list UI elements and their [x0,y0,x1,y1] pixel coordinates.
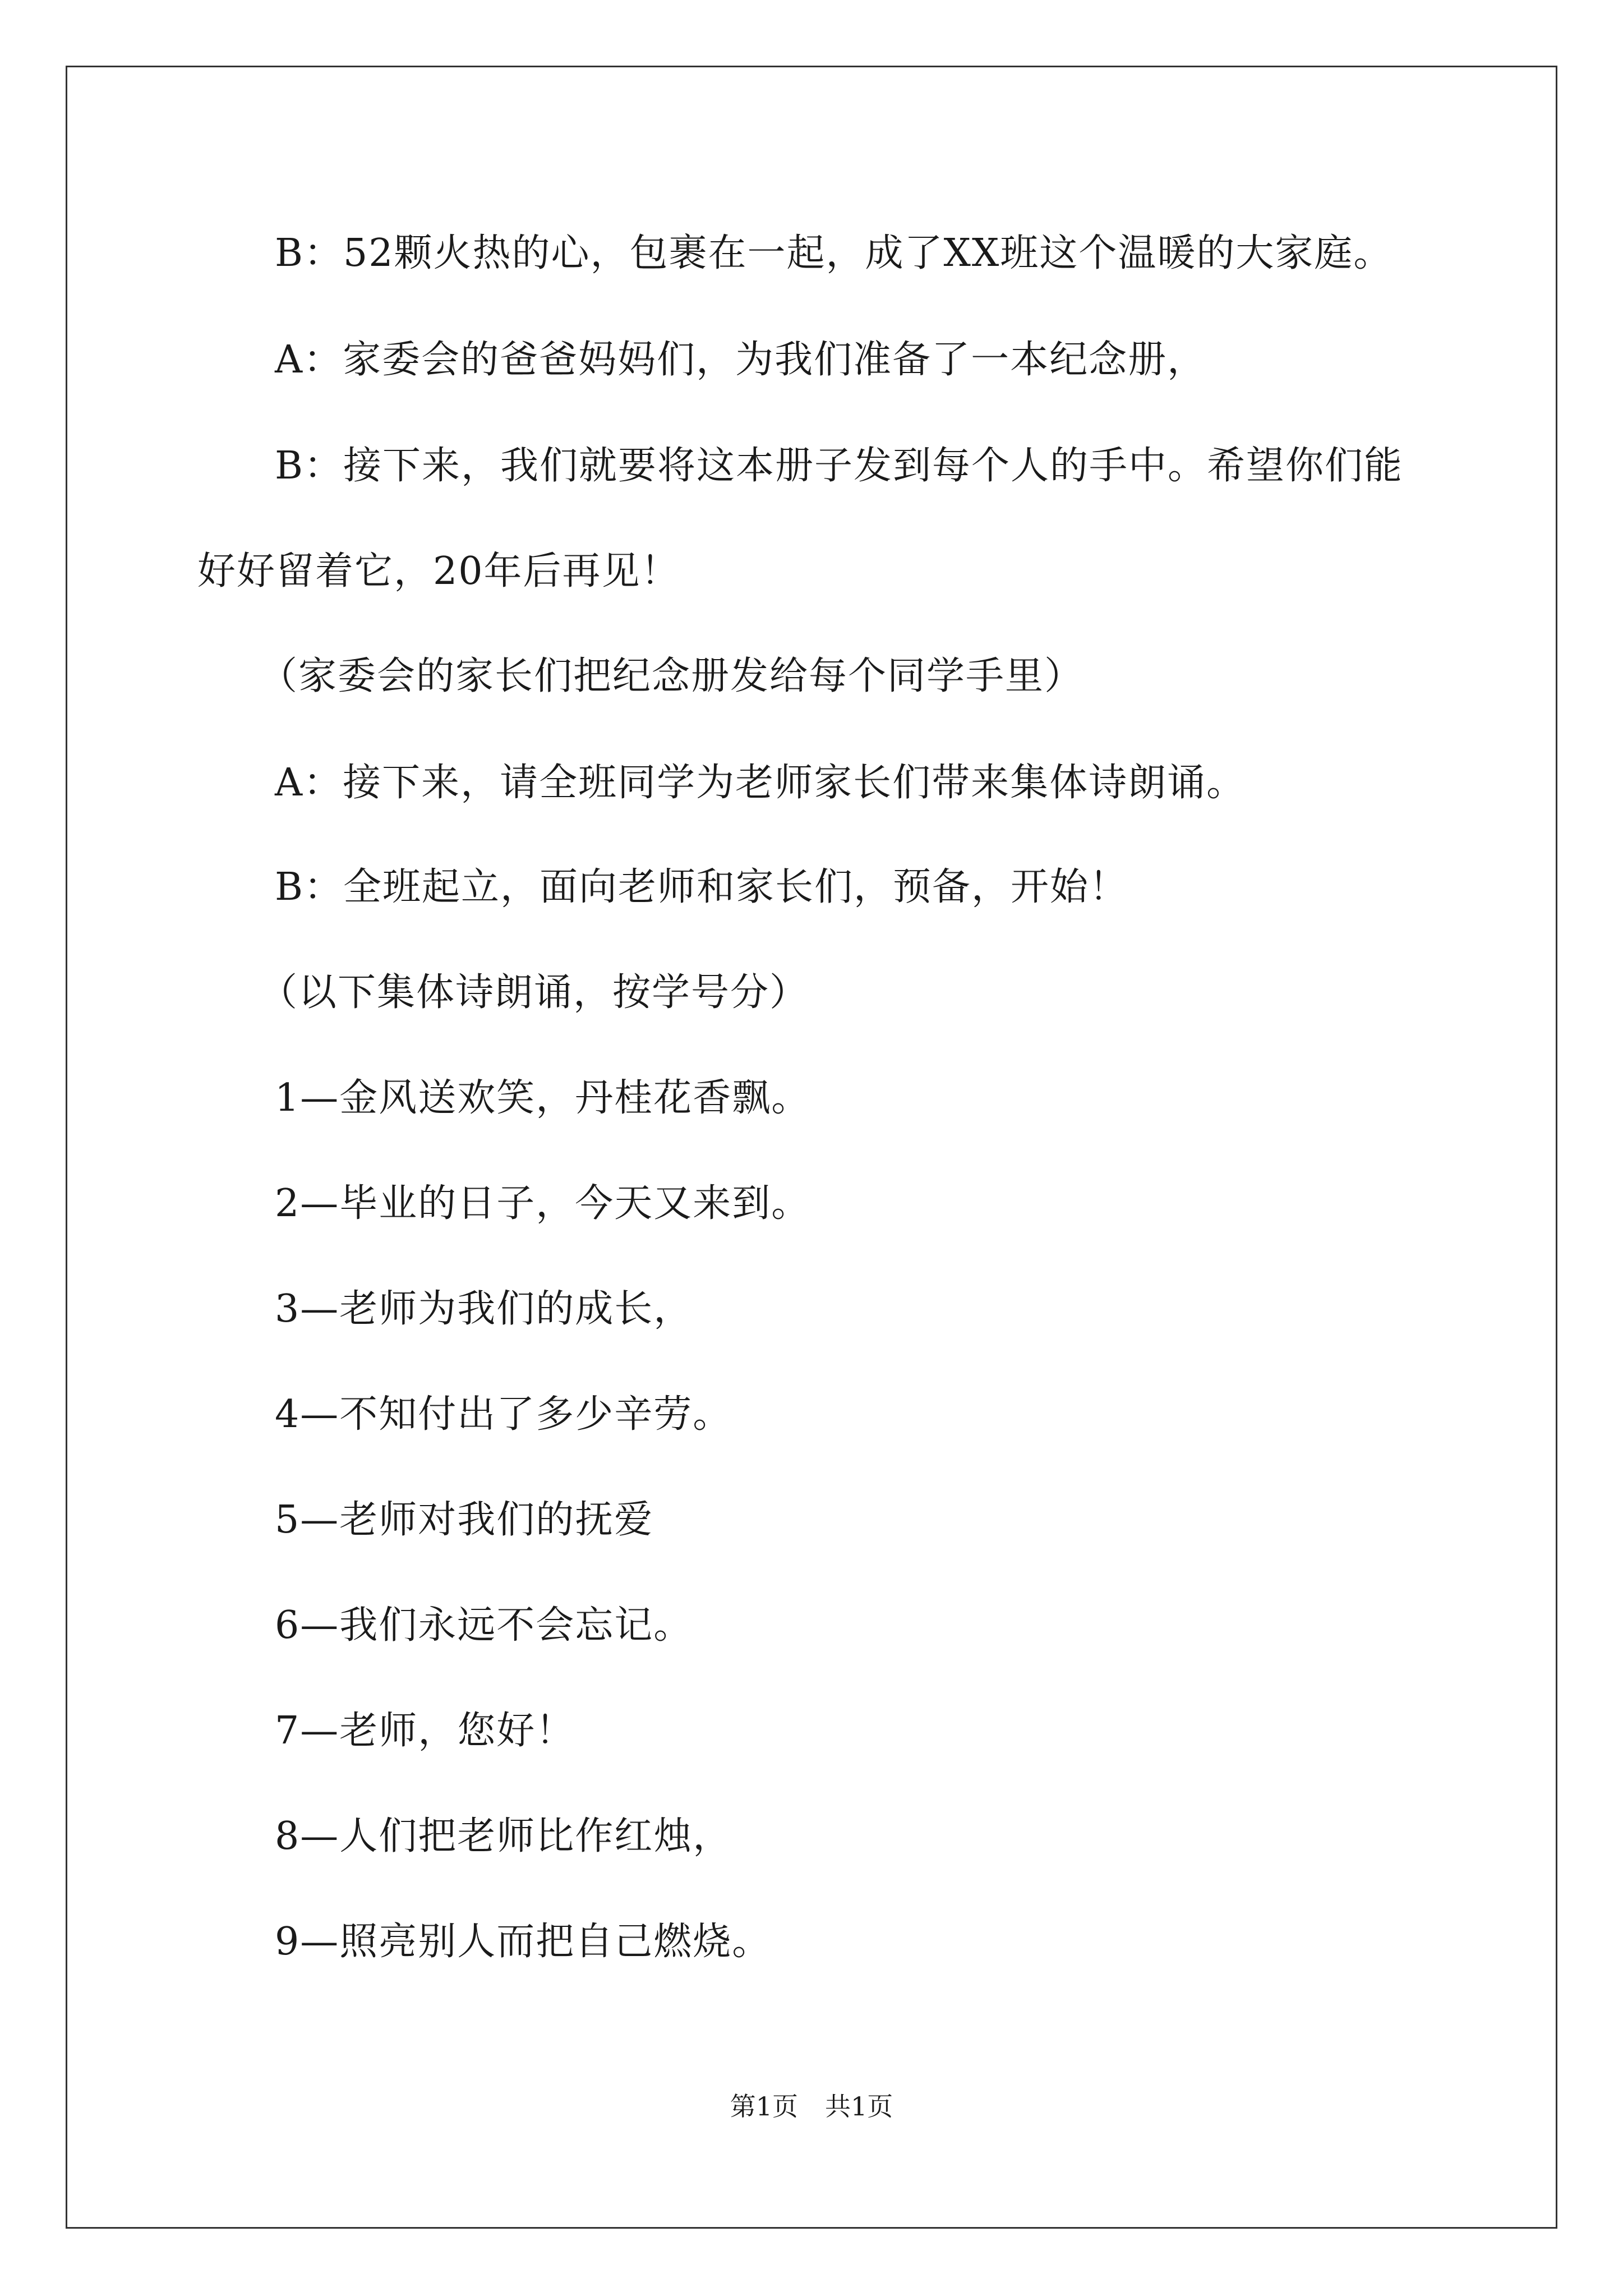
poem-line: 6—我们永远不会忘记。 [275,1603,693,1648]
page-number-current: 第1页 [730,2091,798,2122]
page-border [66,66,1557,2229]
paragraph: （家委会的家长们把纪念册发给每个同学手里） [259,654,1084,698]
paragraph: A：家委会的爸爸妈妈们，为我们准备了一本纪念册， [275,338,1207,382]
paragraph: B：接下来，我们就要将这本册子发到每个人的手中。希望你们能 [275,444,1403,488]
paragraph: B：全班起立，面向老师和家长们，预备，开始！ [275,865,1128,909]
poem-line: 5—老师对我们的抚爱 [275,1498,654,1542]
poem-line: 2—毕业的日子，今天又来到。 [275,1181,811,1226]
poem-line: 1—金风送欢笑，丹桂花香飘。 [275,1076,811,1120]
poem-line: 3—老师为我们的成长， [275,1287,693,1331]
paragraph-continuation: 好好留着它，20年后再见！ [197,549,680,593]
paragraph: B：52颗火热的心，包裹在一起，成了XX班这个温暖的大家庭。 [275,231,1393,275]
poem-line: 8—人们把老师比作红烛， [275,1814,732,1858]
paragraph: A：接下来，请全班同学为老师家长们带来集体诗朗诵。 [275,761,1246,805]
poem-line: 4—不知付出了多少辛劳。 [275,1392,732,1437]
poem-line: 9—照亮别人而把自己燃烧。 [275,1920,772,1964]
page-footer [0,2091,1623,2122]
paragraph: （以下集体诗朗诵，按学号分） [259,970,809,1015]
page-number-total: 共1页 [825,2091,893,2122]
poem-line: 7—老师，您好！ [275,1709,575,1753]
